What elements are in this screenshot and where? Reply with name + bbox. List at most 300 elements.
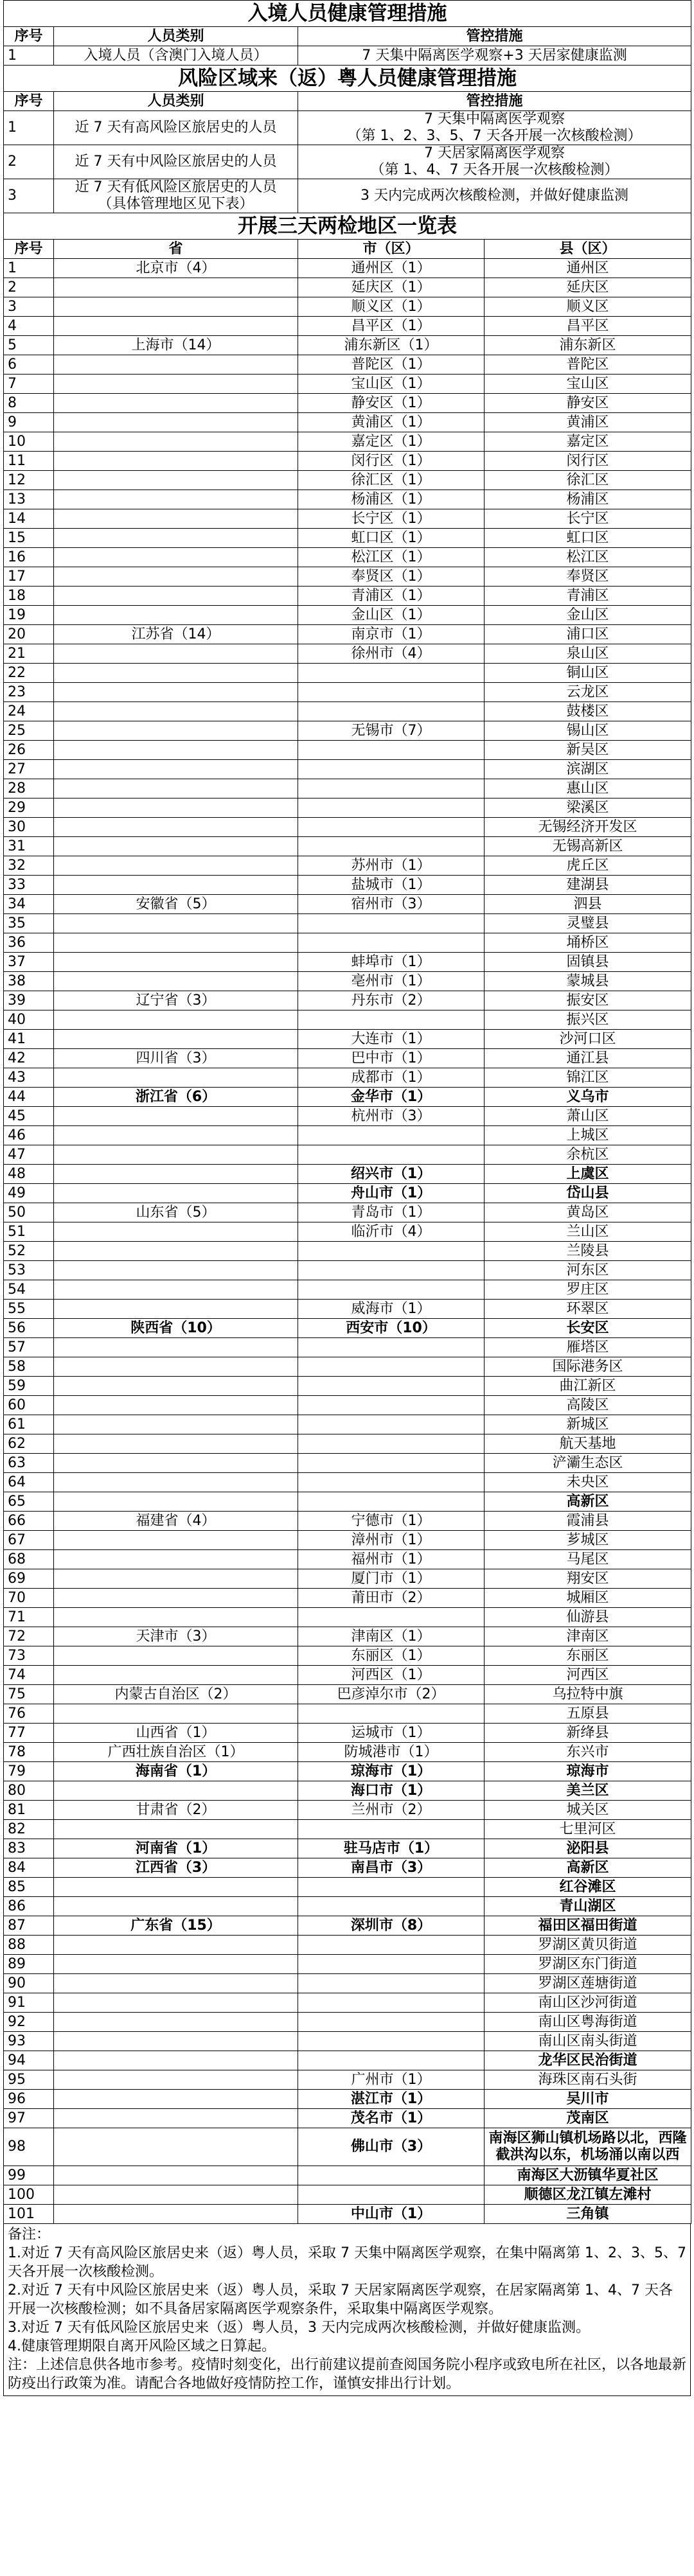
row-no: 101 xyxy=(4,2205,54,2224)
row-measure xyxy=(298,111,691,145)
row-county: 顺义区 xyxy=(485,297,691,317)
row-county: 霞浦县 xyxy=(485,1512,691,1531)
row-no: 94 xyxy=(4,2051,54,2070)
row-province xyxy=(54,1415,298,1434)
row-city: 苏州市（1） xyxy=(298,856,485,876)
row-city: 徐汇区（1） xyxy=(298,471,485,490)
row-province xyxy=(54,856,298,876)
row-county: 通州区 xyxy=(485,259,691,278)
row-county: 上虞区 xyxy=(485,1165,691,1184)
row-no: 42 xyxy=(4,1049,54,1068)
row-province xyxy=(54,2185,298,2205)
table-row xyxy=(4,1589,691,1608)
row-city: 宿州市（3） xyxy=(298,895,485,914)
row-province: 山东省（5） xyxy=(54,1203,298,1222)
table-row xyxy=(4,1704,691,1724)
row-city: 河西区（1） xyxy=(298,1666,485,1685)
row-no: 66 xyxy=(4,1512,54,1531)
row-province xyxy=(54,953,298,972)
row-no: 2 xyxy=(4,278,54,297)
row-county: 高陵区 xyxy=(485,1396,691,1415)
table-row xyxy=(4,1145,691,1165)
table-row xyxy=(4,664,691,683)
table-row xyxy=(4,1608,691,1627)
row-city: 厦门市（1） xyxy=(298,1569,485,1589)
row-county: 高新区 xyxy=(485,1492,691,1512)
row-county: 曲江新区 xyxy=(485,1377,691,1396)
table-row xyxy=(4,625,691,644)
row-province: 广东省（15） xyxy=(54,1916,298,1936)
note-line: 注：上述信息供各地市参考。疫情时刻变化，出行前建议提前查阅国务院小程序或致电所在社区，以各地最新防疫出行政策为准。请配合各地做好疫情防控工作，谨慎安排出行计划。 xyxy=(8,2357,687,2392)
row-county: 无锡高新区 xyxy=(485,837,691,856)
measure-line: （第 1、4、7 天各开展一次核酸检测） xyxy=(370,162,619,178)
row-county: 昌平区 xyxy=(485,317,691,336)
row-city: 松江区（1） xyxy=(298,548,485,567)
row-county: 上城区 xyxy=(485,1126,691,1145)
row-county: 琼海市 xyxy=(485,1762,691,1781)
row-county: 埇桥区 xyxy=(485,933,691,953)
table-row xyxy=(4,1936,691,1955)
row-no: 99 xyxy=(4,2166,54,2185)
row-province xyxy=(54,529,298,548)
row-county: 翔安区 xyxy=(485,1569,691,1589)
row-city: 津南区（1） xyxy=(298,1627,485,1646)
table-row xyxy=(4,1762,691,1781)
row-no: 68 xyxy=(4,1550,54,1569)
row-county: 南海区狮山镇机场路以北，西隆截洪沟以东，机场涌以南以西 xyxy=(485,2128,691,2166)
entry-measures-table xyxy=(3,0,691,66)
row-city: 顺义区（1） xyxy=(298,297,485,317)
row-city xyxy=(298,1454,485,1473)
table-row xyxy=(4,1377,691,1396)
row-no: 26 xyxy=(4,741,54,760)
row-county: 徐汇区 xyxy=(485,471,691,490)
row-county: 南山区粤海街道 xyxy=(485,2013,691,2032)
row-measure: 7 天集中隔离医学观察+3 天居家健康监测 xyxy=(298,46,691,66)
row-county: 金山区 xyxy=(485,606,691,625)
row-province xyxy=(54,1454,298,1473)
row-province xyxy=(54,1184,298,1203)
row-city xyxy=(298,1338,485,1357)
row-province xyxy=(54,2166,298,2185)
table-row xyxy=(4,1839,691,1858)
row-city: 舟山市（1） xyxy=(298,1184,485,1203)
row-no: 64 xyxy=(4,1473,54,1492)
row-city: 深圳市（8） xyxy=(298,1916,485,1936)
row-city: 黄浦区（1） xyxy=(298,413,485,432)
table-row xyxy=(4,567,691,587)
table-row xyxy=(4,1724,691,1743)
row-county: 沙河口区 xyxy=(485,1030,691,1049)
row-no: 18 xyxy=(4,587,54,606)
row-county: 津南区 xyxy=(485,1627,691,1646)
row-city: 绍兴市（1） xyxy=(298,1165,485,1184)
row-county: 振安区 xyxy=(485,991,691,1010)
row-city xyxy=(298,1357,485,1377)
row-city: 西安市（10） xyxy=(298,1319,485,1338)
row-province xyxy=(54,1357,298,1377)
row-province xyxy=(54,876,298,895)
category-line: 近 7 天有低风险区旅居史的人员 xyxy=(75,179,277,195)
table-row xyxy=(4,1338,691,1357)
row-no: 43 xyxy=(4,1068,54,1088)
row-city: 中山市（1） xyxy=(298,2205,485,2224)
table-row xyxy=(4,644,691,664)
table-row xyxy=(4,1993,691,2013)
row-no: 93 xyxy=(4,2032,54,2051)
row-province xyxy=(54,2128,298,2166)
row-county: 马尾区 xyxy=(485,1550,691,1569)
row-province xyxy=(54,394,298,413)
row-county: 罗湖区黄贝街道 xyxy=(485,1936,691,1955)
row-county: 罗湖区莲塘街道 xyxy=(485,1974,691,1993)
row-city: 金山区（1） xyxy=(298,606,485,625)
row-no: 74 xyxy=(4,1666,54,1685)
row-province xyxy=(54,1377,298,1396)
table-row xyxy=(4,702,691,721)
row-city xyxy=(298,1936,485,1955)
table-row xyxy=(4,375,691,394)
document-sheet xyxy=(3,0,691,2396)
row-county: 东兴市 xyxy=(485,1743,691,1762)
row-city xyxy=(298,1897,485,1916)
header-measure: 管控措施 xyxy=(298,92,691,111)
row-province: 天津市（3） xyxy=(54,1627,298,1646)
row-county: 河西区 xyxy=(485,1666,691,1685)
row-county: 美兰区 xyxy=(485,1781,691,1801)
table-row xyxy=(4,991,691,1010)
row-county: 滨湖区 xyxy=(485,760,691,779)
row-city: 茂名市（1） xyxy=(298,2109,485,2128)
row-city xyxy=(298,1974,485,1993)
row-no: 53 xyxy=(4,1261,54,1280)
table-row xyxy=(4,1550,691,1569)
table-row xyxy=(4,1916,691,1936)
row-province xyxy=(54,2109,298,2128)
table-row xyxy=(4,1222,691,1242)
row-city xyxy=(298,1145,485,1165)
row-county: 国际港务区 xyxy=(485,1357,691,1377)
row-county: 黄浦区 xyxy=(485,413,691,432)
row-county: 振兴区 xyxy=(485,1010,691,1030)
row-county: 城厢区 xyxy=(485,1589,691,1608)
region-list-table xyxy=(3,213,691,2224)
row-no: 22 xyxy=(4,664,54,683)
row-no: 81 xyxy=(4,1801,54,1820)
table-row xyxy=(4,432,691,452)
row-no: 88 xyxy=(4,1936,54,1955)
row-province xyxy=(54,1781,298,1801)
header-no: 序号 xyxy=(4,92,54,111)
row-city xyxy=(298,2032,485,2051)
row-province xyxy=(54,2051,298,2070)
row-province xyxy=(54,1010,298,1030)
row-province xyxy=(54,1396,298,1415)
row-county: 梁溪区 xyxy=(485,798,691,818)
section3-title: 开展三天两检地区一览表 xyxy=(4,213,691,240)
table-row xyxy=(4,1203,691,1222)
row-city xyxy=(298,2185,485,2205)
section2-title: 风险区域来（返）粤人员健康管理措施 xyxy=(4,66,691,92)
table-row xyxy=(4,1107,691,1126)
row-province xyxy=(54,2205,298,2224)
row-no: 5 xyxy=(4,336,54,355)
row-measure: 3 天内完成两次核酸检测，并做好健康监测 xyxy=(298,179,691,213)
note-line: 3.对近 7 天有低风险区旅居史来（返）粤人员，3 天内完成两次核酸检测，并做好健康监测。 xyxy=(8,2320,590,2336)
row-province: 陕西省（10） xyxy=(54,1319,298,1338)
row-no: 51 xyxy=(4,1222,54,1242)
row-no: 28 xyxy=(4,779,54,798)
table-row xyxy=(4,1666,691,1685)
row-no: 32 xyxy=(4,856,54,876)
row-city xyxy=(298,914,485,933)
table-row xyxy=(4,1801,691,1820)
row-province: 山西省（1） xyxy=(54,1724,298,1743)
measure-line: 7 天集中隔离医学观察 xyxy=(424,111,565,127)
table-row xyxy=(4,856,691,876)
row-city xyxy=(298,1242,485,1261)
table-row xyxy=(4,413,691,432)
row-no: 31 xyxy=(4,837,54,856)
row-county: 浦东新区 xyxy=(485,336,691,355)
row-city xyxy=(298,1878,485,1897)
row-province xyxy=(54,1280,298,1300)
row-no: 57 xyxy=(4,1338,54,1357)
row-city: 宁德市（1） xyxy=(298,1512,485,1531)
row-province xyxy=(54,837,298,856)
row-province xyxy=(54,914,298,933)
row-province xyxy=(54,644,298,664)
table-row xyxy=(4,2070,691,2090)
measure-line: （第 1、2、3、5、7 天各开展一次核酸检测） xyxy=(347,128,642,144)
row-no: 60 xyxy=(4,1396,54,1415)
row-city: 青岛市（1） xyxy=(298,1203,485,1222)
row-no: 50 xyxy=(4,1203,54,1222)
row-province: 海南省（1） xyxy=(54,1762,298,1781)
row-county: 铜山区 xyxy=(485,664,691,683)
row-province xyxy=(54,760,298,779)
row-province xyxy=(54,933,298,953)
row-county: 延庆区 xyxy=(485,278,691,297)
row-no: 54 xyxy=(4,1280,54,1300)
row-county: 杨浦区 xyxy=(485,490,691,509)
row-county: 蒙城县 xyxy=(485,972,691,991)
table-row xyxy=(4,1531,691,1550)
row-province: 广西壮族自治区（1） xyxy=(54,1743,298,1762)
row-province: 江西省（3） xyxy=(54,1858,298,1878)
table-row xyxy=(4,876,691,895)
table-row xyxy=(4,798,691,818)
row-no: 6 xyxy=(4,355,54,375)
row-province xyxy=(54,721,298,741)
table-row xyxy=(4,1473,691,1492)
row-county: 岱山县 xyxy=(485,1184,691,1203)
row-no: 7 xyxy=(4,375,54,394)
row-city xyxy=(298,2013,485,2032)
row-no: 30 xyxy=(4,818,54,837)
row-no: 46 xyxy=(4,1126,54,1145)
row-county: 无锡经济开发区 xyxy=(485,818,691,837)
note-line: 备注： xyxy=(8,2227,51,2243)
row-no: 97 xyxy=(4,2109,54,2128)
row-province xyxy=(54,972,298,991)
row-city: 蚌埠市（1） xyxy=(298,953,485,972)
row-county: 云龙区 xyxy=(485,683,691,702)
row-county: 黄岛区 xyxy=(485,1203,691,1222)
row-city: 临沂市（4） xyxy=(298,1222,485,1242)
row-city xyxy=(298,1377,485,1396)
row-no: 1 xyxy=(4,46,54,66)
row-province xyxy=(54,1030,298,1049)
table-row xyxy=(4,1300,691,1319)
row-no: 23 xyxy=(4,683,54,702)
row-no: 84 xyxy=(4,1858,54,1878)
row-county: 泌阳县 xyxy=(485,1839,691,1858)
row-county: 浐灞生态区 xyxy=(485,1454,691,1473)
row-no: 59 xyxy=(4,1377,54,1396)
row-county: 嘉定区 xyxy=(485,432,691,452)
row-city xyxy=(298,837,485,856)
row-province xyxy=(54,375,298,394)
table-row xyxy=(4,452,691,471)
row-province xyxy=(54,1242,298,1261)
row-no: 58 xyxy=(4,1357,54,1377)
row-no: 34 xyxy=(4,895,54,914)
row-county: 未央区 xyxy=(485,1473,691,1492)
row-no: 8 xyxy=(4,394,54,413)
row-county: 惠山区 xyxy=(485,779,691,798)
row-county: 福田区福田街道 xyxy=(485,1916,691,1936)
table-row xyxy=(4,1049,691,1068)
row-province xyxy=(54,1338,298,1357)
row-city: 大连市（1） xyxy=(298,1030,485,1049)
row-province xyxy=(54,1936,298,1955)
row-county: 锦江区 xyxy=(485,1068,691,1088)
table-row xyxy=(4,2109,691,2128)
row-province: 安徽省（5） xyxy=(54,895,298,914)
row-county: 长宁区 xyxy=(485,509,691,529)
table-row xyxy=(4,529,691,548)
row-city: 金华市（1） xyxy=(298,1088,485,1107)
row-category: 近 7 天有中风险区旅居史的人员 xyxy=(54,145,298,179)
table-row xyxy=(4,1743,691,1762)
row-city xyxy=(298,1126,485,1145)
row-province xyxy=(54,1492,298,1512)
table-row xyxy=(4,1088,691,1107)
row-county: 红谷滩区 xyxy=(485,1878,691,1897)
row-province: 北京市（4） xyxy=(54,259,298,278)
table-row xyxy=(4,895,691,914)
row-city: 静安区（1） xyxy=(298,394,485,413)
row-province xyxy=(54,1550,298,1569)
row-province xyxy=(54,1165,298,1184)
row-city: 巴中市（1） xyxy=(298,1049,485,1068)
table-row xyxy=(4,1165,691,1184)
row-no: 20 xyxy=(4,625,54,644)
row-no: 33 xyxy=(4,876,54,895)
row-city: 福州市（1） xyxy=(298,1550,485,1569)
table-row xyxy=(4,1878,691,1897)
row-province xyxy=(54,432,298,452)
row-no: 92 xyxy=(4,2013,54,2032)
row-county: 建湖县 xyxy=(485,876,691,895)
row-city xyxy=(298,2166,485,2185)
row-no: 83 xyxy=(4,1839,54,1858)
table-row xyxy=(4,2032,691,2051)
row-county: 河东区 xyxy=(485,1261,691,1280)
row-county: 南山区南头街道 xyxy=(485,2032,691,2051)
row-no: 82 xyxy=(4,1820,54,1839)
row-city: 莆田市（2） xyxy=(298,1589,485,1608)
row-no: 1 xyxy=(4,111,54,145)
row-no: 40 xyxy=(4,1010,54,1030)
header-no: 序号 xyxy=(4,27,54,46)
header-city: 市（区） xyxy=(298,240,485,259)
table-row xyxy=(4,1685,691,1704)
row-province xyxy=(54,1300,298,1319)
row-city: 运城市（1） xyxy=(298,1724,485,1743)
row-no: 35 xyxy=(4,914,54,933)
table-row xyxy=(4,953,691,972)
row-city: 亳州市（1） xyxy=(298,972,485,991)
row-county: 兰山区 xyxy=(485,1222,691,1242)
row-no: 45 xyxy=(4,1107,54,1126)
row-no: 25 xyxy=(4,721,54,741)
row-county: 锡山区 xyxy=(485,721,691,741)
header-measure: 管控措施 xyxy=(298,27,691,46)
row-city xyxy=(298,2051,485,2070)
row-county: 雁塔区 xyxy=(485,1338,691,1357)
row-no: 65 xyxy=(4,1492,54,1512)
row-city xyxy=(298,779,485,798)
row-province xyxy=(54,509,298,529)
table-row xyxy=(4,818,691,837)
row-city: 徐州市（4） xyxy=(298,644,485,664)
row-no: 62 xyxy=(4,1434,54,1454)
row-no: 78 xyxy=(4,1743,54,1762)
row-province xyxy=(54,1993,298,2013)
table-row xyxy=(4,837,691,856)
row-city xyxy=(298,1993,485,2013)
row-county: 义乌市 xyxy=(485,1088,691,1107)
table-row xyxy=(4,933,691,953)
table-row xyxy=(4,297,691,317)
row-no: 90 xyxy=(4,1974,54,1993)
row-county: 虎丘区 xyxy=(485,856,691,876)
row-province xyxy=(54,1531,298,1550)
table-row xyxy=(4,509,691,529)
row-county: 普陀区 xyxy=(485,355,691,375)
row-province xyxy=(54,779,298,798)
row-city: 兰州市（2） xyxy=(298,1801,485,1820)
table-row xyxy=(4,1126,691,1145)
note-line: 2.对近 7 天有中风险区旅居史来（返）粤人员，采取 7 天居家隔离医学观察，在居家隔离第 1、4、7 天各开展一次核酸检测；如不具备居家隔离医学观察条件，采取集中隔离医学观察。 xyxy=(8,2282,673,2317)
row-city: 盐城市（1） xyxy=(298,876,485,895)
row-no: 72 xyxy=(4,1627,54,1646)
row-province xyxy=(54,1666,298,1685)
row-no: 100 xyxy=(4,2185,54,2205)
table-row xyxy=(4,1897,691,1916)
row-county: 仙游县 xyxy=(485,1608,691,1627)
table-row xyxy=(4,972,691,991)
row-city xyxy=(298,1955,485,1974)
row-no: 39 xyxy=(4,991,54,1010)
table-row xyxy=(4,1357,691,1377)
row-no: 2 xyxy=(4,145,54,179)
row-county: 余杭区 xyxy=(485,1145,691,1165)
row-province xyxy=(54,587,298,606)
row-county: 泗县 xyxy=(485,895,691,914)
